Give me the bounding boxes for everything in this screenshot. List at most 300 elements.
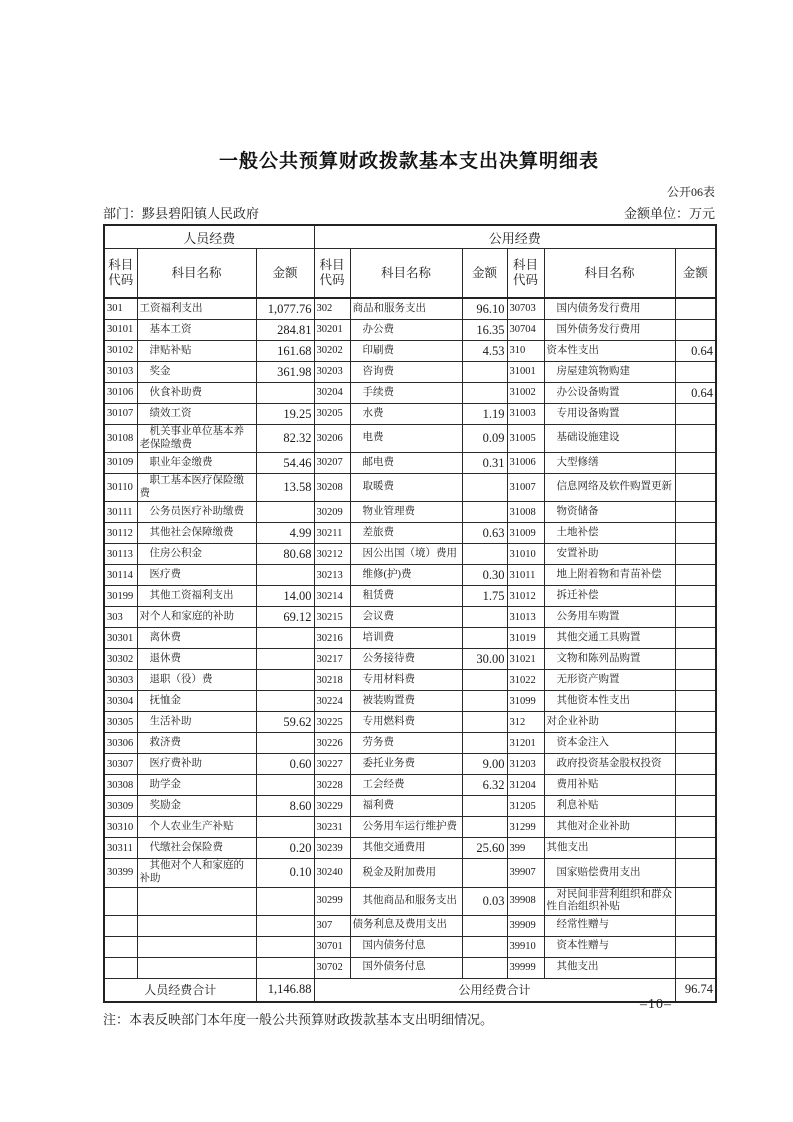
amount-cell xyxy=(675,502,716,523)
subject-name-cell: 房屋建筑物购建 xyxy=(544,362,675,383)
subject-code-cell: 30224 xyxy=(314,691,350,712)
group-header-public: 公用经费 xyxy=(314,225,716,249)
amount-cell: 0.03 xyxy=(462,887,507,915)
amount-cell: 54.46 xyxy=(256,453,314,474)
subject-code-cell: 30228 xyxy=(314,775,350,796)
amount-cell xyxy=(462,544,507,565)
amount-cell: 9.00 xyxy=(462,754,507,775)
subject-code-cell: 30226 xyxy=(314,733,350,754)
subject-name-cell: 水费 xyxy=(350,404,462,425)
subject-name-cell: 被装购置费 xyxy=(350,691,462,712)
amount-cell xyxy=(675,607,716,628)
table-row xyxy=(104,957,716,978)
subject-name-cell: 退休费 xyxy=(137,649,256,670)
amount-cell xyxy=(675,523,716,544)
subject-code-cell: 30211 xyxy=(314,523,350,544)
subject-name-cell: 文物和陈列品购置 xyxy=(544,649,675,670)
amount-cell xyxy=(462,691,507,712)
subject-code-cell: 30299 xyxy=(314,887,350,915)
amount-cell xyxy=(675,586,716,607)
subject-name-cell: 职业年金缴费 xyxy=(137,453,256,474)
subject-name-cell: 津贴补贴 xyxy=(137,341,256,362)
amount-cell xyxy=(675,712,716,733)
amount-cell xyxy=(675,817,716,838)
subject-code-cell: 31019 xyxy=(507,628,544,649)
subject-code-cell: 30309 xyxy=(104,796,137,817)
subject-name-cell: 个人农业生产补贴 xyxy=(137,817,256,838)
subject-name-cell: 地上附着物和青苗补偿 xyxy=(544,565,675,586)
table-row xyxy=(104,691,716,712)
subject-code-cell: 30208 xyxy=(314,474,350,502)
table-row xyxy=(104,649,716,670)
subject-code-cell: 30206 xyxy=(314,425,350,453)
subject-name-cell: 其他对个人和家庭的补助 xyxy=(137,859,256,887)
subject-code-cell: 30240 xyxy=(314,859,350,887)
expenditure-table xyxy=(103,224,717,1003)
column-header-name-2: 科目名称 xyxy=(350,249,462,299)
subject-name-cell: 抚恤金 xyxy=(137,691,256,712)
table-row xyxy=(104,607,716,628)
amount-cell: 284.81 xyxy=(256,320,314,341)
amount-cell: 4.99 xyxy=(256,523,314,544)
table-row xyxy=(104,341,716,362)
subject-name-cell: 债务利息及费用支出 xyxy=(350,915,462,936)
subject-name-cell: 办公费 xyxy=(350,320,462,341)
column-header-name-1: 科目名称 xyxy=(137,249,256,299)
subject-code-cell: 30303 xyxy=(104,670,137,691)
column-header-code-1: 科目代码 xyxy=(104,249,137,299)
subject-code-cell: 30102 xyxy=(104,341,137,362)
subject-name-cell: 资本性赠与 xyxy=(544,936,675,957)
subject-name-cell: 资本性支出 xyxy=(544,341,675,362)
table-row xyxy=(104,915,716,936)
public-total-label: 公用经费合计 xyxy=(314,978,675,1002)
personnel-total-amount: 1,146.88 xyxy=(256,978,314,1002)
amount-cell xyxy=(675,691,716,712)
subject-code-cell: 30227 xyxy=(314,754,350,775)
amount-cell xyxy=(675,404,716,425)
subject-code-cell: 30109 xyxy=(104,453,137,474)
subject-name-cell: 其他社会保障缴费 xyxy=(137,523,256,544)
subject-code-cell: 30701 xyxy=(314,936,350,957)
subject-code-cell: 30310 xyxy=(104,817,137,838)
subject-code-cell: 31099 xyxy=(507,691,544,712)
subject-code-cell: 30704 xyxy=(507,320,544,341)
amount-cell xyxy=(462,859,507,887)
subject-code-cell: 31006 xyxy=(507,453,544,474)
amount-cell xyxy=(462,817,507,838)
subject-code-cell: 31021 xyxy=(507,649,544,670)
amount-cell xyxy=(675,298,716,320)
subject-code-cell: 30107 xyxy=(104,404,137,425)
subject-name-cell: 租赁费 xyxy=(350,586,462,607)
subject-name-cell: 专用材料费 xyxy=(350,670,462,691)
subject-code-cell: 30207 xyxy=(314,453,350,474)
amount-cell xyxy=(675,775,716,796)
subject-code-cell: 30205 xyxy=(314,404,350,425)
amount-cell xyxy=(462,383,507,404)
subject-name-cell: 职工基本医疗保险缴费 xyxy=(137,474,256,502)
subject-name-cell xyxy=(137,915,256,936)
subject-code-cell: 30308 xyxy=(104,775,137,796)
table-row xyxy=(104,754,716,775)
amount-cell xyxy=(256,502,314,523)
subject-code-cell: 30209 xyxy=(314,502,350,523)
subject-name-cell: 政府投资基金股权投资 xyxy=(544,754,675,775)
amount-cell: 0.63 xyxy=(462,523,507,544)
amount-cell xyxy=(256,817,314,838)
subject-code-cell: 31001 xyxy=(507,362,544,383)
table-row xyxy=(104,320,716,341)
amount-cell xyxy=(462,670,507,691)
subject-name-cell: 住房公积金 xyxy=(137,544,256,565)
subject-code-cell: 31005 xyxy=(507,425,544,453)
amount-cell xyxy=(256,649,314,670)
table-row xyxy=(104,298,716,320)
subject-name-cell: 其他交通工具购置 xyxy=(544,628,675,649)
subject-name-cell: 取暖费 xyxy=(350,474,462,502)
amount-cell: 80.68 xyxy=(256,544,314,565)
subject-name-cell: 国外债务发行费用 xyxy=(544,320,675,341)
amount-cell xyxy=(675,957,716,978)
page-title: 一般公共预算财政拨款基本支出决算明细表 xyxy=(218,151,599,172)
subject-name-cell: 专用燃料费 xyxy=(350,712,462,733)
subject-code-cell xyxy=(104,936,137,957)
subject-name-cell: 信息网络及软件购置更新 xyxy=(544,474,675,502)
table-row xyxy=(104,565,716,586)
table-row xyxy=(104,502,716,523)
subject-name-cell: 劳务费 xyxy=(350,733,462,754)
subject-name-cell: 公务用车运行维护费 xyxy=(350,817,462,838)
subject-code-cell: 301 xyxy=(104,298,137,320)
subject-code-cell: 30225 xyxy=(314,712,350,733)
table-row xyxy=(104,425,716,453)
subject-code-cell: 399 xyxy=(507,838,544,859)
subject-name-cell: 代缴社会保险费 xyxy=(137,838,256,859)
subject-code-cell: 31002 xyxy=(507,383,544,404)
amount-cell: 6.32 xyxy=(462,775,507,796)
subject-name-cell: 邮电费 xyxy=(350,453,462,474)
table-row xyxy=(104,544,716,565)
amount-cell xyxy=(462,607,507,628)
subject-code-cell: 30229 xyxy=(314,796,350,817)
subject-name-cell xyxy=(137,936,256,957)
subject-name-cell: 生活补助 xyxy=(137,712,256,733)
amount-cell: 0.20 xyxy=(256,838,314,859)
table-body xyxy=(104,298,716,978)
amount-cell xyxy=(256,565,314,586)
amount-cell: 19.25 xyxy=(256,404,314,425)
subject-name-cell: 其他商品和服务支出 xyxy=(350,887,462,915)
subject-name-cell: 绩效工资 xyxy=(137,404,256,425)
subject-name-cell: 其他支出 xyxy=(544,957,675,978)
subject-code-cell: 30703 xyxy=(507,298,544,320)
amount-cell: 4.53 xyxy=(462,341,507,362)
amount-cell: 96.10 xyxy=(462,298,507,320)
subject-code-cell: 30217 xyxy=(314,649,350,670)
amount-cell: 14.00 xyxy=(256,586,314,607)
subject-code-cell: 30399 xyxy=(104,859,137,887)
table-row xyxy=(104,859,716,887)
subject-name-cell: 无形资产购置 xyxy=(544,670,675,691)
subject-code-cell: 31009 xyxy=(507,523,544,544)
amount-cell: 25.60 xyxy=(462,838,507,859)
subject-name-cell: 对民间非营利组织和群众性自治组织补贴 xyxy=(544,887,675,915)
column-header-row xyxy=(104,249,716,299)
amount-cell xyxy=(462,733,507,754)
subject-name-cell: 医疗费 xyxy=(137,565,256,586)
subject-name-cell: 福利费 xyxy=(350,796,462,817)
table-note: 注：本表反映部门本年度一般公共预算财政拨款基本支出明细情况。 xyxy=(103,1011,494,1027)
personnel-total-label: 人员经费合计 xyxy=(104,978,256,1002)
subject-name-cell: 其他资本性支出 xyxy=(544,691,675,712)
amount-cell xyxy=(675,887,716,915)
table-row xyxy=(104,670,716,691)
table-row xyxy=(104,523,716,544)
amount-cell xyxy=(256,887,314,915)
subject-code-cell: 30302 xyxy=(104,649,137,670)
subject-code-cell: 31022 xyxy=(507,670,544,691)
table-row xyxy=(104,474,716,502)
subject-code-cell: 31008 xyxy=(507,502,544,523)
subject-name-cell: 其他工资福利支出 xyxy=(137,586,256,607)
amount-cell xyxy=(256,733,314,754)
subject-name-cell: 土地补偿 xyxy=(544,523,675,544)
subject-code-cell: 30307 xyxy=(104,754,137,775)
amount-cell xyxy=(675,628,716,649)
amount-cell xyxy=(675,859,716,887)
amount-cell: 0.31 xyxy=(462,453,507,474)
subject-name-cell: 救济费 xyxy=(137,733,256,754)
amount-cell xyxy=(675,915,716,936)
subject-name-cell: 工资福利支出 xyxy=(137,298,256,320)
table-row xyxy=(104,628,716,649)
subject-name-cell: 医疗费补助 xyxy=(137,754,256,775)
group-header-row xyxy=(104,225,716,249)
column-header-amount-1: 金额 xyxy=(256,249,314,299)
amount-cell: 16.35 xyxy=(462,320,507,341)
unit-label: 金额单位：万元 xyxy=(623,206,715,221)
subject-name-cell: 伙食补助费 xyxy=(137,383,256,404)
subject-name-cell: 资本金注入 xyxy=(544,733,675,754)
subject-name-cell: 基本工资 xyxy=(137,320,256,341)
table-row xyxy=(104,586,716,607)
subject-code-cell: 30201 xyxy=(314,320,350,341)
amount-cell xyxy=(462,628,507,649)
table-row xyxy=(104,404,716,425)
amount-cell: 82.32 xyxy=(256,425,314,453)
subject-name-cell: 培训费 xyxy=(350,628,462,649)
subject-code-cell: 30212 xyxy=(314,544,350,565)
subject-name-cell: 奖励金 xyxy=(137,796,256,817)
total-row xyxy=(104,978,716,1002)
amount-cell xyxy=(675,838,716,859)
subject-name-cell: 拆迁补偿 xyxy=(544,586,675,607)
subject-name-cell: 机关事业单位基本养老保险缴费 xyxy=(137,425,256,453)
subject-name-cell: 物资储备 xyxy=(544,502,675,523)
subject-code-cell xyxy=(104,957,137,978)
subject-name-cell: 利息补贴 xyxy=(544,796,675,817)
subject-name-cell xyxy=(137,957,256,978)
amount-cell xyxy=(675,425,716,453)
subject-code-cell: 39909 xyxy=(507,915,544,936)
subject-name-cell: 商品和服务支出 xyxy=(350,298,462,320)
subject-code-cell: 31204 xyxy=(507,775,544,796)
subject-code-cell: 30106 xyxy=(104,383,137,404)
amount-cell: 1.75 xyxy=(462,586,507,607)
subject-name-cell: 对企业补助 xyxy=(544,712,675,733)
subject-name-cell: 经常性赠与 xyxy=(544,915,675,936)
amount-cell: 0.30 xyxy=(462,565,507,586)
subject-code-cell: 30213 xyxy=(314,565,350,586)
table-row xyxy=(104,712,716,733)
subject-name-cell: 退职（役）费 xyxy=(137,670,256,691)
amount-cell: 0.10 xyxy=(256,859,314,887)
subject-name-cell: 其他交通费用 xyxy=(350,838,462,859)
subject-code-cell: 30305 xyxy=(104,712,137,733)
table-row xyxy=(104,838,716,859)
subject-code-cell: 30311 xyxy=(104,838,137,859)
subject-code-cell: 39910 xyxy=(507,936,544,957)
subject-name-cell: 手续费 xyxy=(350,383,462,404)
subject-code-cell: 303 xyxy=(104,607,137,628)
table-row xyxy=(104,887,716,915)
subject-code-cell: 30103 xyxy=(104,362,137,383)
subject-code-cell: 30231 xyxy=(314,817,350,838)
amount-cell xyxy=(462,502,507,523)
subject-code-cell: 30108 xyxy=(104,425,137,453)
column-header-amount-3: 金额 xyxy=(675,249,716,299)
column-header-amount-2: 金额 xyxy=(462,249,507,299)
subject-code-cell: 30702 xyxy=(314,957,350,978)
subject-code-cell: 31203 xyxy=(507,754,544,775)
amount-cell xyxy=(462,474,507,502)
amount-cell xyxy=(462,362,507,383)
table-code-label: 公开06表 xyxy=(666,185,715,199)
subject-code-cell: 30113 xyxy=(104,544,137,565)
subject-code-cell: 30110 xyxy=(104,474,137,502)
amount-cell xyxy=(256,957,314,978)
subject-name-cell: 安置补助 xyxy=(544,544,675,565)
amount-cell xyxy=(256,775,314,796)
subject-code-cell: 302 xyxy=(314,298,350,320)
subject-name-cell: 其他支出 xyxy=(544,838,675,859)
subject-code-cell: 31205 xyxy=(507,796,544,817)
amount-cell xyxy=(675,670,716,691)
amount-cell: 161.68 xyxy=(256,341,314,362)
subject-code-cell: 30306 xyxy=(104,733,137,754)
subject-name-cell: 电费 xyxy=(350,425,462,453)
subject-code-cell: 30204 xyxy=(314,383,350,404)
amount-cell: 8.60 xyxy=(256,796,314,817)
subject-code-cell: 31012 xyxy=(507,586,544,607)
subject-code-cell: 30203 xyxy=(314,362,350,383)
table-row xyxy=(104,453,716,474)
column-header-name-3: 科目名称 xyxy=(544,249,675,299)
subject-name-cell: 公务员医疗补助缴费 xyxy=(137,502,256,523)
subject-name-cell: 大型修缮 xyxy=(544,453,675,474)
subject-name-cell: 国内债务发行费用 xyxy=(544,298,675,320)
subject-name-cell: 差旅费 xyxy=(350,523,462,544)
subject-name-cell: 基础设施建设 xyxy=(544,425,675,453)
subject-name-cell: 国外债务付息 xyxy=(350,957,462,978)
subject-code-cell: 30214 xyxy=(314,586,350,607)
subject-name-cell: 因公出国（境）费用 xyxy=(350,544,462,565)
subject-name-cell: 其他对企业补助 xyxy=(544,817,675,838)
table-row xyxy=(104,383,716,404)
amount-cell xyxy=(675,936,716,957)
amount-cell xyxy=(675,733,716,754)
amount-cell xyxy=(675,565,716,586)
amount-cell xyxy=(462,796,507,817)
subject-code-cell: 30301 xyxy=(104,628,137,649)
amount-cell xyxy=(675,796,716,817)
amount-cell xyxy=(675,320,716,341)
table-row xyxy=(104,936,716,957)
amount-cell xyxy=(675,362,716,383)
amount-cell xyxy=(675,453,716,474)
amount-cell xyxy=(675,544,716,565)
subject-code-cell: 30199 xyxy=(104,586,137,607)
subject-code-cell: 39999 xyxy=(507,957,544,978)
subject-name-cell: 对个人和家庭的补助 xyxy=(137,607,256,628)
subject-code-cell: 30114 xyxy=(104,565,137,586)
subject-name-cell: 国家赔偿费用支出 xyxy=(544,859,675,887)
subject-name-cell: 公务接待费 xyxy=(350,649,462,670)
amount-cell xyxy=(256,628,314,649)
subject-code-cell: 30111 xyxy=(104,502,137,523)
subject-name-cell: 会议费 xyxy=(350,607,462,628)
meta-row xyxy=(103,203,715,222)
amount-cell xyxy=(675,754,716,775)
subject-code-cell: 31013 xyxy=(507,607,544,628)
amount-cell xyxy=(462,957,507,978)
amount-cell: 30.00 xyxy=(462,649,507,670)
amount-cell xyxy=(675,649,716,670)
subject-name-cell: 专用设备购置 xyxy=(544,404,675,425)
amount-cell: 1.19 xyxy=(462,404,507,425)
subject-code-cell: 31201 xyxy=(507,733,544,754)
subject-code-cell: 31299 xyxy=(507,817,544,838)
amount-cell xyxy=(256,670,314,691)
amount-cell xyxy=(256,383,314,404)
amount-cell: 0.09 xyxy=(462,425,507,453)
amount-cell xyxy=(462,936,507,957)
amount-cell: 0.64 xyxy=(675,383,716,404)
amount-cell xyxy=(256,691,314,712)
amount-cell: 361.98 xyxy=(256,362,314,383)
subject-code-cell: 30216 xyxy=(314,628,350,649)
table-row xyxy=(104,817,716,838)
subject-code-cell xyxy=(104,915,137,936)
subject-code-cell xyxy=(104,887,137,915)
subject-name-cell: 助学金 xyxy=(137,775,256,796)
subject-name-cell: 维修(护)费 xyxy=(350,565,462,586)
column-header-code-3: 科目代码 xyxy=(507,249,544,299)
subject-code-cell: 312 xyxy=(507,712,544,733)
table-row xyxy=(104,775,716,796)
amount-cell: 59.62 xyxy=(256,712,314,733)
amount-cell xyxy=(462,712,507,733)
table-row xyxy=(104,796,716,817)
subject-code-cell: 30218 xyxy=(314,670,350,691)
subject-code-cell: 30304 xyxy=(104,691,137,712)
subject-name-cell: 咨询费 xyxy=(350,362,462,383)
subject-code-cell: 31010 xyxy=(507,544,544,565)
amount-cell: 0.64 xyxy=(675,341,716,362)
subject-code-cell: 31007 xyxy=(507,474,544,502)
subject-name-cell: 工会经费 xyxy=(350,775,462,796)
